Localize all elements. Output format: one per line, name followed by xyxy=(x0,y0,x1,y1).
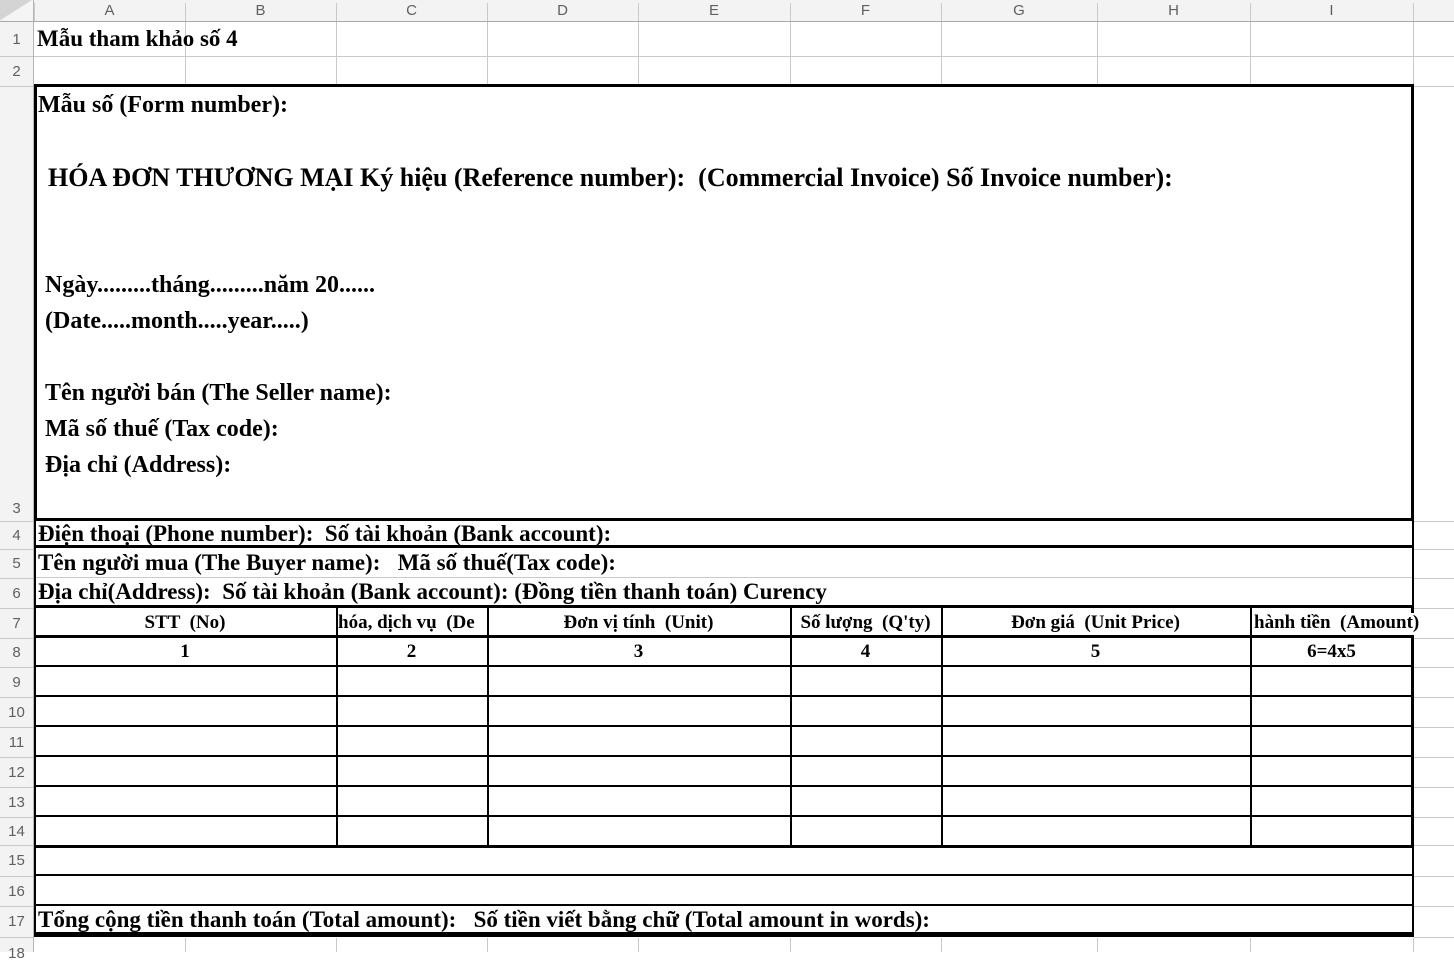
gridline xyxy=(790,938,791,952)
column-header-E[interactable]: E xyxy=(708,2,719,19)
item-cell-r12-c2[interactable] xyxy=(338,757,487,785)
date-line-en: (Date.....month.....year.....) xyxy=(45,307,309,334)
row-header-5[interactable]: 5 xyxy=(12,555,21,572)
row-header-14[interactable]: 14 xyxy=(8,822,25,840)
item-cell-r10-c5[interactable] xyxy=(943,697,1250,725)
gridline xyxy=(1414,638,1454,639)
item-cell-r9-c2[interactable] xyxy=(338,667,487,695)
gridline xyxy=(1414,937,1454,938)
item-cell-r14-c3[interactable] xyxy=(489,817,790,845)
item-cell-r12-c3[interactable] xyxy=(489,757,790,785)
items-header-unit-price[interactable]: Đơn giá (Unit Price) xyxy=(1011,611,1180,633)
gridline xyxy=(790,3,791,21)
items-colnum-1[interactable]: 1 xyxy=(180,641,190,662)
gridline xyxy=(0,638,33,639)
gridline xyxy=(336,3,337,21)
select-all-corner[interactable] xyxy=(0,0,33,21)
item-cell-r9-c1[interactable] xyxy=(36,667,336,695)
items-header-quantity[interactable]: Số lượng (Q'ty) xyxy=(800,611,931,633)
item-cell-r14-c1[interactable] xyxy=(36,817,336,845)
item-cell-r12-c4[interactable] xyxy=(792,757,941,785)
gridline xyxy=(336,938,337,952)
items-colnum-3[interactable]: 3 xyxy=(633,641,644,662)
gridline xyxy=(0,667,33,668)
gridline xyxy=(0,787,33,788)
gridline xyxy=(1250,938,1251,952)
row-header-11[interactable]: 11 xyxy=(8,733,25,751)
gridline xyxy=(0,697,33,698)
gridline xyxy=(1250,22,1251,86)
item-cell-r13-c2[interactable] xyxy=(338,787,487,815)
gridline xyxy=(638,22,639,86)
date-line-vi: Ngày.........tháng.........năm 20...... xyxy=(45,271,376,298)
row-header-16[interactable]: 16 xyxy=(8,882,25,900)
gridline xyxy=(0,817,33,818)
gridline xyxy=(0,521,33,522)
item-cell-r14-c2[interactable] xyxy=(338,817,487,845)
gridline xyxy=(1414,521,1454,522)
gridline xyxy=(0,937,33,938)
item-cell-r10-c1[interactable] xyxy=(36,697,336,725)
item-cell-r14-c6[interactable] xyxy=(1253,817,1411,845)
gridline xyxy=(34,56,1454,57)
item-cell-r11-c6[interactable] xyxy=(1253,727,1411,755)
column-header-H[interactable]: H xyxy=(1168,2,1179,19)
gridline xyxy=(1414,727,1454,728)
item-cell-r11-c4[interactable] xyxy=(792,727,941,755)
buyer-row-cell[interactable]: Tên người mua (The Buyer name): Mã số thuế(Tax code): xyxy=(38,550,616,575)
row-header-7[interactable]: 7 xyxy=(12,614,21,632)
column-header-F[interactable]: F xyxy=(860,2,871,19)
items-colnum-4[interactable]: 4 xyxy=(860,641,871,662)
item-cell-r12-c6[interactable] xyxy=(1253,757,1411,785)
gridline xyxy=(487,3,488,21)
gridline xyxy=(941,3,942,21)
item-cell-r13-c6[interactable] xyxy=(1253,787,1411,815)
gridline xyxy=(790,22,791,86)
gridline xyxy=(0,549,33,550)
item-cell-r13-c1[interactable] xyxy=(36,787,336,815)
column-header-D[interactable]: D xyxy=(557,2,568,19)
column-header-B[interactable]: B xyxy=(255,2,266,19)
item-cell-r9-c3[interactable] xyxy=(489,667,790,695)
column-header-G[interactable]: G xyxy=(1013,2,1025,19)
form-number-label: Mẫu số (Form number): xyxy=(38,91,288,118)
row-header-3[interactable]: 3 xyxy=(12,500,21,517)
blank-row-16[interactable] xyxy=(34,876,1414,906)
gridline xyxy=(0,757,33,758)
row-header-9[interactable]: 9 xyxy=(12,673,21,691)
item-cell-r10-c4[interactable] xyxy=(792,697,941,725)
row-header-6[interactable]: 6 xyxy=(12,584,21,602)
gridline xyxy=(1414,86,1454,87)
item-cell-r12-c1[interactable] xyxy=(36,757,336,785)
seller-tax-code-label: Mã số thuế (Tax code): xyxy=(45,415,279,442)
gridline xyxy=(638,938,639,952)
header-strip-border xyxy=(0,21,1454,22)
item-cell-r10-c2[interactable] xyxy=(338,697,487,725)
gridline xyxy=(34,3,35,21)
items-colnum-5[interactable]: 5 xyxy=(1090,641,1101,662)
item-cell-r12-c5[interactable] xyxy=(943,757,1250,785)
gridline xyxy=(1414,817,1454,818)
items-header-stt[interactable]: STT (No) xyxy=(144,611,226,633)
phone-row-cell[interactable]: Điện thoại (Phone number): Số tài khoản (Bank account): xyxy=(38,520,612,546)
row-header-12[interactable]: 12 xyxy=(8,763,25,781)
item-cell-r11-c3[interactable] xyxy=(489,727,790,755)
gridline xyxy=(1414,608,1454,609)
row-header-8[interactable]: 8 xyxy=(12,644,21,661)
gridline xyxy=(185,938,186,952)
cell-a1-form-reference[interactable]: Mẫu tham khảo số 4 xyxy=(37,26,238,51)
item-cell-r14-c4[interactable] xyxy=(792,817,941,845)
gridline xyxy=(185,3,186,21)
row-header-2[interactable]: 2 xyxy=(12,62,21,80)
item-cell-r11-c2[interactable] xyxy=(338,727,487,755)
column-header-C[interactable]: C xyxy=(406,2,417,19)
item-cell-r13-c5[interactable] xyxy=(943,787,1250,815)
form-header-cell[interactable] xyxy=(34,84,1414,521)
gridline xyxy=(941,938,942,952)
gridline xyxy=(487,938,488,952)
gridline xyxy=(1414,697,1454,698)
seller-address-label: Địa chỉ (Address): xyxy=(45,451,232,478)
gridline xyxy=(1097,3,1098,21)
gridline xyxy=(1097,938,1098,952)
items-colnum-2[interactable]: 2 xyxy=(406,641,417,662)
gridline xyxy=(1414,787,1454,788)
blank-row-15[interactable] xyxy=(34,845,1414,876)
row-header-17[interactable]: 17 xyxy=(8,913,25,930)
row-header-1[interactable]: 1 xyxy=(12,30,21,48)
item-cell-r11-c5[interactable] xyxy=(943,727,1250,755)
row-header-4[interactable]: 4 xyxy=(12,526,21,544)
gridline xyxy=(0,845,33,846)
gridline xyxy=(0,906,33,907)
item-cell-r10-c3[interactable] xyxy=(489,697,790,725)
gridline xyxy=(1414,578,1454,579)
gridline xyxy=(487,22,488,86)
gridline xyxy=(336,22,337,86)
items-header-unit[interactable]: Đơn vị tính (Unit) xyxy=(563,611,714,633)
items-colnum-6[interactable]: 6=4x5 xyxy=(1307,641,1356,662)
items-header-description[interactable]: hóa, dịch vụ (De xyxy=(338,611,475,633)
gridline xyxy=(1097,22,1098,86)
gridline xyxy=(941,22,942,86)
column-header-I[interactable]: I xyxy=(1329,2,1334,19)
gridline xyxy=(1414,667,1454,668)
invoice-title-line: HÓA ĐƠN THƯƠNG MẠI Ký hiệu (Reference number): (Commercial Invoice) Số Invoice number): xyxy=(48,163,1173,192)
item-cell-r9-c4[interactable] xyxy=(792,667,941,695)
seller-name-label: Tên người bán (The Seller name): xyxy=(45,379,392,406)
address-row-cell[interactable]: Địa chỉ(Address): Số tài khoản (Bank account): (Đồng tiền thanh toán) Curency xyxy=(38,579,827,604)
gridline xyxy=(1414,845,1454,846)
gridline xyxy=(1414,876,1454,877)
gridline xyxy=(0,876,33,877)
gridline xyxy=(1414,757,1454,758)
column-header-A[interactable]: A xyxy=(104,2,115,19)
total-row-cell[interactable]: Tổng cộng tiền thanh toán (Total amount): Số tiền viết bằng chữ (Total amount in words): xyxy=(38,906,930,932)
gridline xyxy=(1250,3,1251,21)
item-cell-r14-c5[interactable] xyxy=(943,817,1250,845)
item-cell-r13-c4[interactable] xyxy=(792,787,941,815)
item-cell-r9-c6[interactable] xyxy=(1253,667,1411,695)
gridline xyxy=(1413,3,1414,21)
item-cell-r11-c1[interactable] xyxy=(36,727,336,755)
item-cell-r13-c3[interactable] xyxy=(489,787,790,815)
item-cell-r9-c5[interactable] xyxy=(943,667,1250,695)
gridline xyxy=(0,56,33,57)
gridline xyxy=(1414,906,1454,907)
row-header-18[interactable]: 18 xyxy=(8,945,25,962)
gridline xyxy=(1414,549,1454,550)
item-cell-r10-c6[interactable] xyxy=(1253,697,1411,725)
row-header-15[interactable]: 15 xyxy=(8,852,25,869)
gridline xyxy=(1413,22,1414,86)
gridline xyxy=(0,727,33,728)
gridline xyxy=(0,86,33,87)
row-header-10[interactable]: 10 xyxy=(8,703,25,721)
gridline xyxy=(0,608,33,609)
items-header-amount[interactable]: hành tiền (Amount) xyxy=(1254,611,1420,633)
table-border xyxy=(34,635,1414,638)
gridline xyxy=(638,3,639,21)
gridline xyxy=(1413,938,1414,952)
gridline xyxy=(0,578,33,579)
row-header-13[interactable]: 13 xyxy=(8,793,25,811)
